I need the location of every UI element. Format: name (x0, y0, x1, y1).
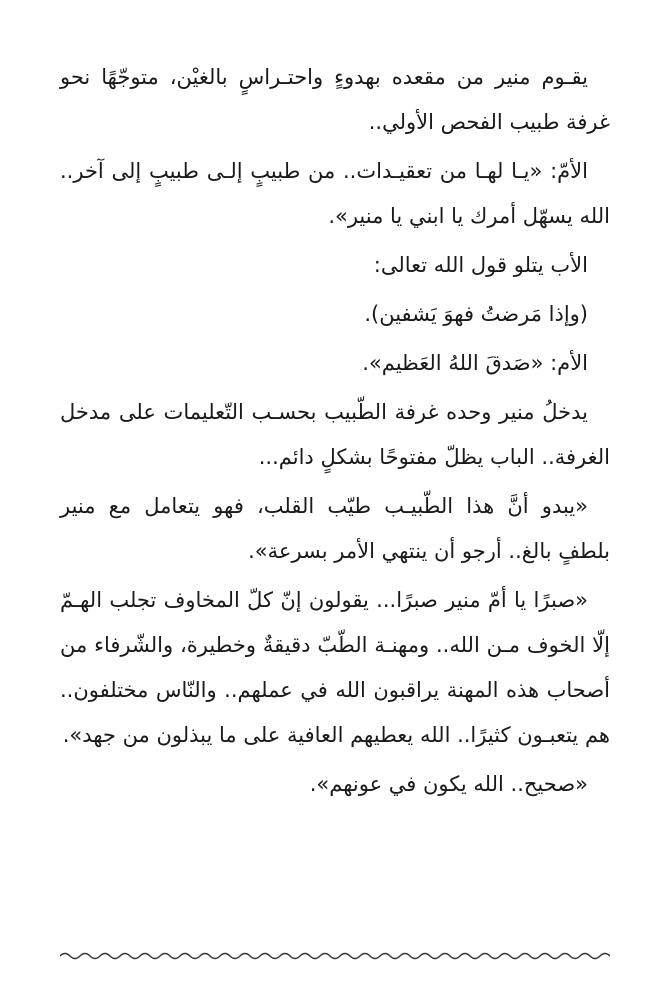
paragraph-mother-2: الأم: «صَدقَ اللهُ العَظيم». (362, 351, 588, 375)
wavy-divider-line (60, 954, 610, 959)
paragraph-dialogue-2: «صبرًا يا أمّ منير صبرًا... يقولون إنّ كلّ المخاوف تجلب الهـمّ إلّا الخوف مـن الله.. ومهنـة الطّبّ دقيقةٌ وخطيرة، والشّرفاء من أصحاب هذه المهنة يراقبون الله في عملهم.. والنّاس مختلفون.. هم يتعبـون كثيرًا.. الله يعطيهم العافية على ما يبذلون من جهد». (60, 588, 610, 747)
paragraph-dialogue-1: «يبدو أنَّ هذا الطّبيـب طيّب القلب، فهو يتعامل مع منير بلطفٍ بالغ.. أرجو أن ينتهي الأمر بسرعة». (60, 494, 610, 563)
paragraph-dialogue-3: «صحيح.. الله يكون في عونهم». (309, 772, 588, 796)
paragraph-father-1: الأب يتلو قول الله تعالى: (373, 253, 588, 277)
paragraph-mother-1: الأمّ: «يـا لهـا من تعقيـدات.. من طبيبٍ إلـى طبيبٍ إلى آخر.. الله يسهّل أمرك يا ابني يا منير». (60, 159, 610, 228)
wavy-divider (60, 950, 610, 962)
paragraph-narration-1: يقـوم منير من مقعده بهدوءٍ واحتـراسٍ بالغيْن، متوجّهًا نحو غرفة طبيب الفحص الأولي.. (60, 65, 610, 134)
story-text (60, 55, 610, 811)
paragraph-narration-2: يدخلُ منير وحده غرفة الطّبيب بحسـب التّعليمات على مدخل الغرفة.. الباب يظلّ مفتوحًا بشكلٍ دائم... (60, 400, 610, 469)
paragraph-quran-verse: (وإذا مَرضتُ فهوَ يَشفين). (364, 302, 588, 326)
